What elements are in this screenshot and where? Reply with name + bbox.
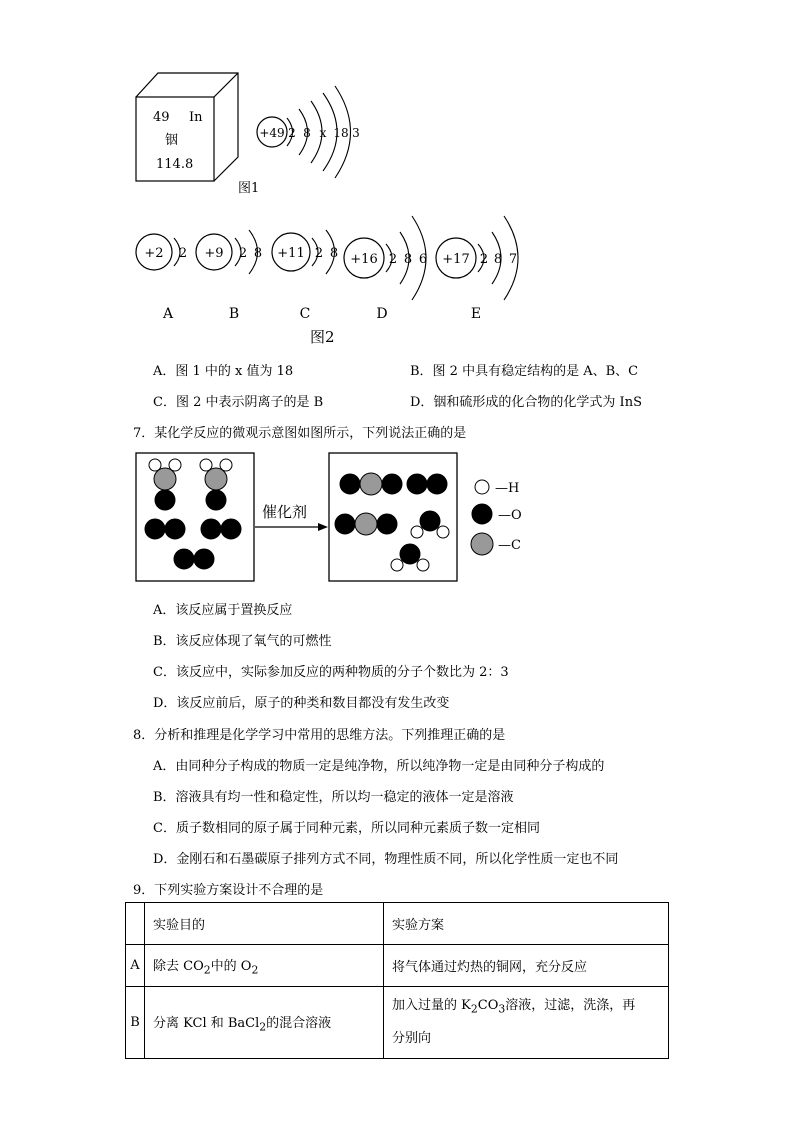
atom-a-shell-1: 2 xyxy=(178,246,188,261)
q6-option-b: B．图 2 中具有稳定结构的是 A、B、C xyxy=(410,364,639,379)
header-plan: 实验方案 xyxy=(384,903,669,945)
q8-option-c: C．质子数相同的原子属于同种元素，所以同种元素质子数一定相同 xyxy=(153,821,540,836)
shell-electrons-3: x xyxy=(319,126,327,140)
atom-e-shell-1: 2 xyxy=(479,252,489,267)
atom-a xyxy=(136,234,187,322)
q7-stem: 7．某化学反应的微观示意图如图所示，下列说法正确的是 xyxy=(133,426,467,441)
atom-e-nucleus: +17 xyxy=(442,252,470,267)
atom-c-shell-1: 2 xyxy=(314,246,324,261)
atom-b-shell-2: 8 xyxy=(253,246,263,261)
atomic-mass: 114.8 xyxy=(156,157,194,172)
element-name: 铟 xyxy=(165,133,179,148)
q8-option-b: B．溶液具有均一性和稳定性，所以均一稳定的液体一定是溶液 xyxy=(153,790,514,805)
atom-legend xyxy=(471,480,522,555)
shell-electrons-5: 3 xyxy=(352,126,360,140)
row-b-plan: 加入过量的 $K_2CO_3$溶液，过滤，洗涤，再 分别向 xyxy=(384,987,669,1059)
header-goal: 实验目的 xyxy=(145,903,384,945)
atom-e xyxy=(436,216,518,322)
table-header-row xyxy=(126,903,669,945)
reactant-molecules xyxy=(145,459,241,569)
row-a-plan: 将气体通过灼热的铜网，充分反应 xyxy=(384,945,669,987)
atom-b-nucleus: +9 xyxy=(204,246,224,261)
row-b-label: B xyxy=(126,987,145,1059)
q7-option-c: C．该反应中，实际参加反应的两种物质的分子个数比为 2：3 xyxy=(153,665,509,680)
q7-option-b: B．该反应体现了氧气的可燃性 xyxy=(153,634,332,649)
atom-b xyxy=(196,230,262,322)
legend-h-swatch xyxy=(475,480,489,494)
element-symbol: In xyxy=(189,110,203,125)
q8-stem: 8．分析和推理是化学学习中常用的思维方法。下列推理正确的是 xyxy=(133,728,506,743)
atom-a-nucleus: +2 xyxy=(144,246,164,261)
atom-e-shell-3: 7 xyxy=(508,252,518,267)
shell-electrons-1: 2 xyxy=(288,126,296,140)
q7-option-a: A．该反应属于置换反应 xyxy=(153,603,293,618)
shell-electrons-2: 8 xyxy=(303,126,311,140)
reaction-diagram xyxy=(0,445,794,590)
table-row xyxy=(126,945,669,987)
atom-d-shell-3: 6 xyxy=(418,252,428,267)
atom-a-label: A xyxy=(162,306,174,322)
indium-atom-diagram xyxy=(257,86,360,178)
legend-c-label: —C xyxy=(498,538,521,553)
atom-d-shell-1: 2 xyxy=(388,252,398,267)
q6-option-a: A．图 1 中的 x 值为 18 xyxy=(153,364,294,379)
row-b-goal: 分离 KCl 和 BaCl$_2$的混合溶液 xyxy=(145,987,384,1059)
q8-option-a: A．由同种分子构成的物质一定是纯净物，所以纯净物一定是由同种分子构成的 xyxy=(153,759,605,774)
figure-2-caption: 图2 xyxy=(310,328,335,346)
atomic-number: 49 xyxy=(153,110,170,125)
atom-e-label: E xyxy=(470,306,482,322)
atom-c-label: C xyxy=(299,306,311,322)
legend-h-label: —H xyxy=(495,481,520,496)
nucleus-charge: +49 xyxy=(259,126,285,140)
figure-1 xyxy=(0,0,794,200)
q6-option-d: D．铟和硫形成的化合物的化学式为 InS xyxy=(410,395,642,410)
experiment-table xyxy=(125,902,669,1059)
atom-e-shell-2: 8 xyxy=(493,252,503,267)
atom-d xyxy=(344,216,427,322)
legend-o-label: —O xyxy=(498,508,522,523)
header-blank-cell xyxy=(126,903,145,945)
atom-c xyxy=(272,230,338,322)
q9-stem: 9．下列实验方案设计不合理的是 xyxy=(133,883,324,898)
atom-d-label: D xyxy=(376,306,388,322)
atom-b-shell-1: 2 xyxy=(238,246,248,261)
row-a-goal: 除去 $CO_2$中的 $O_2$ xyxy=(145,945,384,987)
table-row xyxy=(126,987,669,1059)
atom-c-nucleus: +11 xyxy=(277,246,305,261)
product-molecules xyxy=(335,473,449,571)
legend-o-swatch xyxy=(472,504,492,524)
atom-d-nucleus: +16 xyxy=(350,252,378,267)
q8-option-d: D．金刚石和石墨碳原子排列方式不同，物理性质不同，所以化学性质一定也不同 xyxy=(153,852,619,867)
figure-1-caption: 图1 xyxy=(238,181,260,196)
legend-c-swatch xyxy=(471,533,493,555)
atom-d-shell-2: 8 xyxy=(403,252,413,267)
shell-electrons-4: 18 xyxy=(333,126,349,140)
atom-c-shell-2: 8 xyxy=(329,246,339,261)
figure-2 xyxy=(0,200,794,350)
q7-option-d: D．该反应前后，原子的种类和数目都没有发生改变 xyxy=(153,696,450,711)
atom-b-label: B xyxy=(228,306,240,322)
row-a-label: A xyxy=(126,945,145,987)
catalyst-label: 催化剂 xyxy=(262,503,308,521)
q6-option-c: C．图 2 中表示阴离子的是 B xyxy=(153,395,324,410)
